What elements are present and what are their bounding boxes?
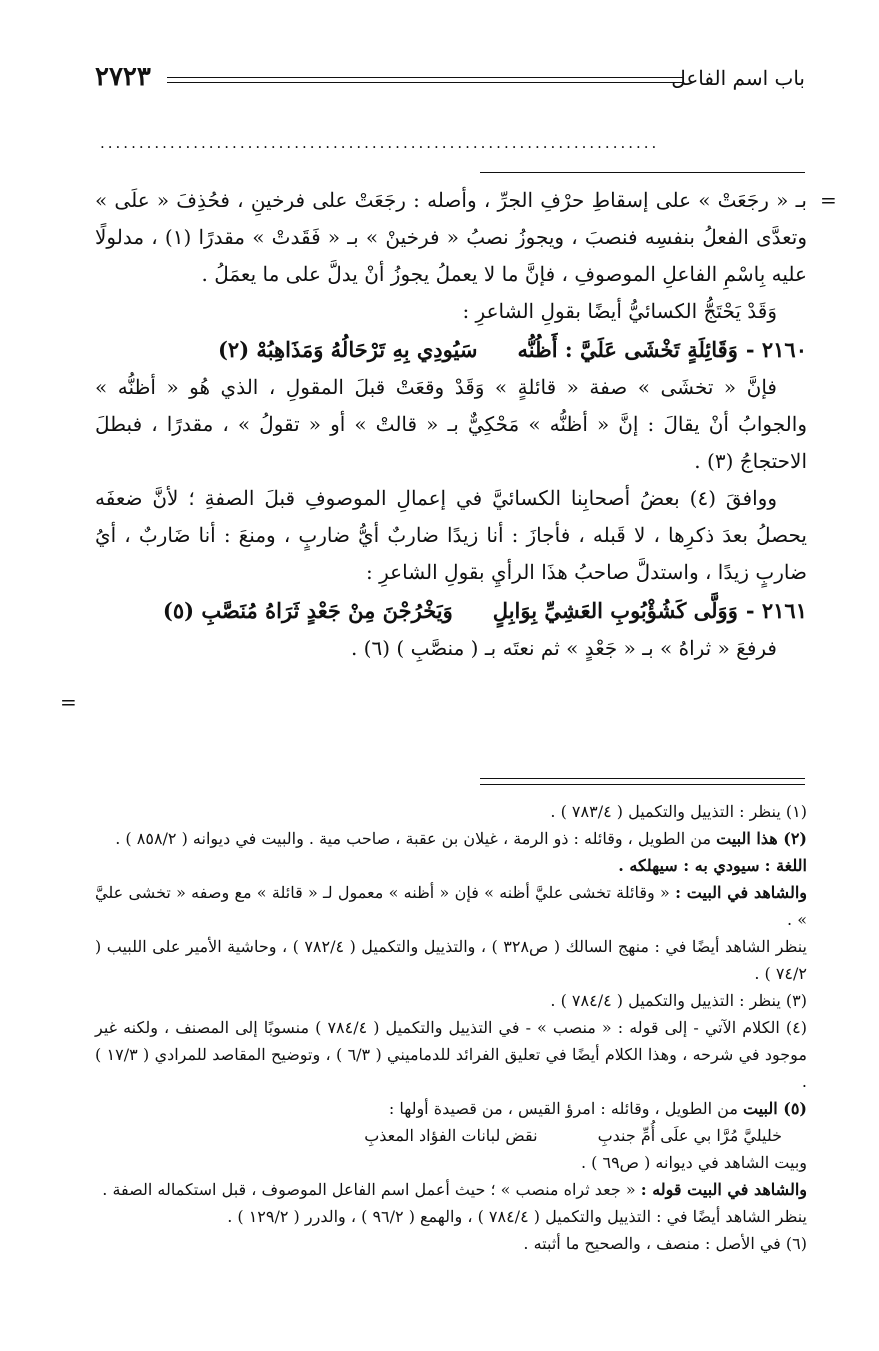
- footnote-label: (٥) البيت: [743, 1099, 807, 1118]
- main-text: [95, 182, 807, 667]
- footnote: (١) ينظر : التذييل والتكميل ( ٧٨٣/٤ ) .: [550, 802, 807, 821]
- header-rule: [167, 82, 683, 83]
- paragraph: ووافقَ (٤) بعضُ أصحابِنا الكسائيَّ في إعمالِ الموصوفِ قبلَ الصفةِ ؛ لأنَّ ضعفَه يحصلُ بعدَ ذكرِها ، لا قَبله ، فأجازَ : أنا زيدًا ضاربٌ أيُّ ضاربٍ ، ومنعَ : أنا ضَاربٌ ، أيُ ضاربٍ زيدًا ، واستدلَّ صاحبُ هذَا الرأيِ بقولِ الشاعرِ :: [95, 486, 807, 584]
- paragraph: وَقَدْ يَحْتَجُّ الكسائيُّ أيضًا بقولِ الشاعرِ :: [462, 299, 777, 323]
- verse-number: ٢١٦٠ -: [745, 337, 807, 362]
- verse-hemistich: سَيُودِي بِهِ تَرْحَالُهُ وَمَذَاهِبُهْ (٢): [217, 337, 478, 362]
- footnote: (٤) الكلام الآتي - إلى قوله : « منصب » - في التذييل والتكميل ( ٧٨٤/٤ ) منسوبًا إلى المصنف ، ولكنه غير موجود في شرحه ، وهذا الكلام أيضًا في تعليق الفرائد للدماميني ( ٦/٣ ) ، وتوضيح المقاصد للمرادي ( ١٧/٣ ) .: [95, 1018, 808, 1091]
- paragraph: بـ « رجَعَتْ » على إسقاطِ حرْفِ الجرِّ ، وأصله : رجَعَتْ على فرخينِ ، فحُذِفَ « علَى » وتعدَّى الفعلُ بنفسِه فنصبَ ، ويجوزُ نصبُ « فرخينْ » بـ « فَقَدتْ » مقدرًا (١) ، مدلولًا عليه بِاسْمِ الفاعلِ الموصوفِ ، فإنَّ ما لا يعملُ يجوزُ أنْ يدلَّ على ما يعمَلُ .: [95, 188, 807, 286]
- footnote-text: من الطويل ، وقائله : ذو الرمة ، غيلان بن عقبة ، صاحب مية . والبيت في ديوانه ( ٨٥٨/٢ ) .: [115, 829, 712, 848]
- paragraph: فإنَّ « تخشَى » صفة « قائلةٍ » وَقَدْ وقعَتْ قبلَ المقولِ ، الذي هُو « أظنُّه » والجوابُ أنْ يقالَ : إنَّ « أظنُّه » مَحْكِيٌّ بـ « قالتْ » أو « تقولُ » ، مقدرًا ، فبطلَ الاحتجاجُ (٣) .: [95, 375, 807, 473]
- dotted-separator: ........................................................................: [100, 134, 660, 152]
- verse-hemistich: خليليَّ مُرَّا بي علَى أُمِّ جندبِ: [597, 1126, 782, 1145]
- footnote-rule: [480, 778, 805, 779]
- verse-number: ٢١٦١ -: [745, 598, 807, 623]
- verse-hemistich: وَوَلَّى كَشُؤْبُوبِ العَشِيِّ بِوَابِلٍ: [492, 598, 738, 623]
- footnote-line: [95, 1176, 807, 1203]
- footnote-line: وبيت الشاهد في ديوانه ( ص٦٩ ) .: [580, 1153, 807, 1172]
- footnote: [95, 1095, 807, 1122]
- footnote-label: اللغة :: [764, 856, 807, 875]
- footnote-rule: [480, 784, 805, 785]
- footnote-line: ينظر الشاهد أيضًا في : التذييل والتكميل ( ٧٨٤/٤ ) ، والهمع ( ٩٦/٢ ) ، والدرر ( ١٢٩/٢ ) .: [227, 1207, 807, 1226]
- page-number: ٢٧٢٣: [95, 62, 151, 92]
- verse-hemistich: وَقَائِلَةٍ تَخْشَى عَلَيَّ : أَظُنُّه: [517, 337, 738, 362]
- footnote-label: والشاهد في البيت :: [675, 883, 807, 902]
- verse-line: [95, 591, 807, 630]
- continuation-mark-top: =: [820, 188, 837, 212]
- footnote-text: « جعد ثراه منصب » ؛ حيث أعمل اسم الفاعل الموصوف ، قبل استكماله الصفة .: [102, 1180, 636, 1199]
- footnote: [95, 825, 807, 852]
- section-rule: [480, 172, 805, 173]
- verse-hemistich: نقض لبانات الفؤاد المعذبِ: [364, 1126, 538, 1145]
- footnote: (٦) في الأصل : منصف ، والصحيح ما أثبته .: [523, 1234, 807, 1253]
- footnotes: [95, 798, 807, 1257]
- footnote-line: [95, 879, 807, 933]
- footnote-text: « وقائلة تخشى عليَّ أظنه » فإن « أظنه » معمول لـ « قائلة » مع وصفه « تخشى عليَّ » .: [95, 883, 807, 929]
- paragraph: فرفعَ « ثراهُ » بـ « جَعْدٍ » ثم نعتَه بـ ( منصَّبِ ) (٦) .: [350, 636, 777, 660]
- header-rule: [167, 77, 683, 78]
- footnote-line: ينظر الشاهد أيضًا في : منهج السالك ( ص٣٢٨ ) ، والتذييل والتكميل ( ٧٨٢/٤ ) ، وحاشية الأمير على اللبيب ( ٧٤/٢ ) .: [95, 937, 808, 983]
- footnote-line: [95, 852, 807, 879]
- footnote: (٣) ينظر : التذييل والتكميل ( ٧٨٤/٤ ) .: [550, 991, 807, 1010]
- verse-line: [95, 330, 807, 369]
- footnote-label: (٢) هذا البيت: [716, 829, 807, 848]
- running-header: [95, 60, 805, 100]
- continuation-mark-bottom: =: [60, 690, 77, 714]
- footnote-verse: [95, 1122, 807, 1149]
- chapter-title: باب اسم الفاعل: [671, 66, 805, 90]
- footnote-text: من الطويل ، وقائله : امرؤ القيس ، من قصيدة أولها :: [388, 1099, 738, 1118]
- verse-hemistich: وَيَخْرُجْنَ مِنْ جَعْدٍ ثَرَاهُ مُنَصَّبِ (٥): [162, 598, 453, 623]
- footnote-text: سيودي به : سيهلكه .: [618, 856, 760, 875]
- footnote-label: والشاهد في البيت قوله :: [640, 1180, 807, 1199]
